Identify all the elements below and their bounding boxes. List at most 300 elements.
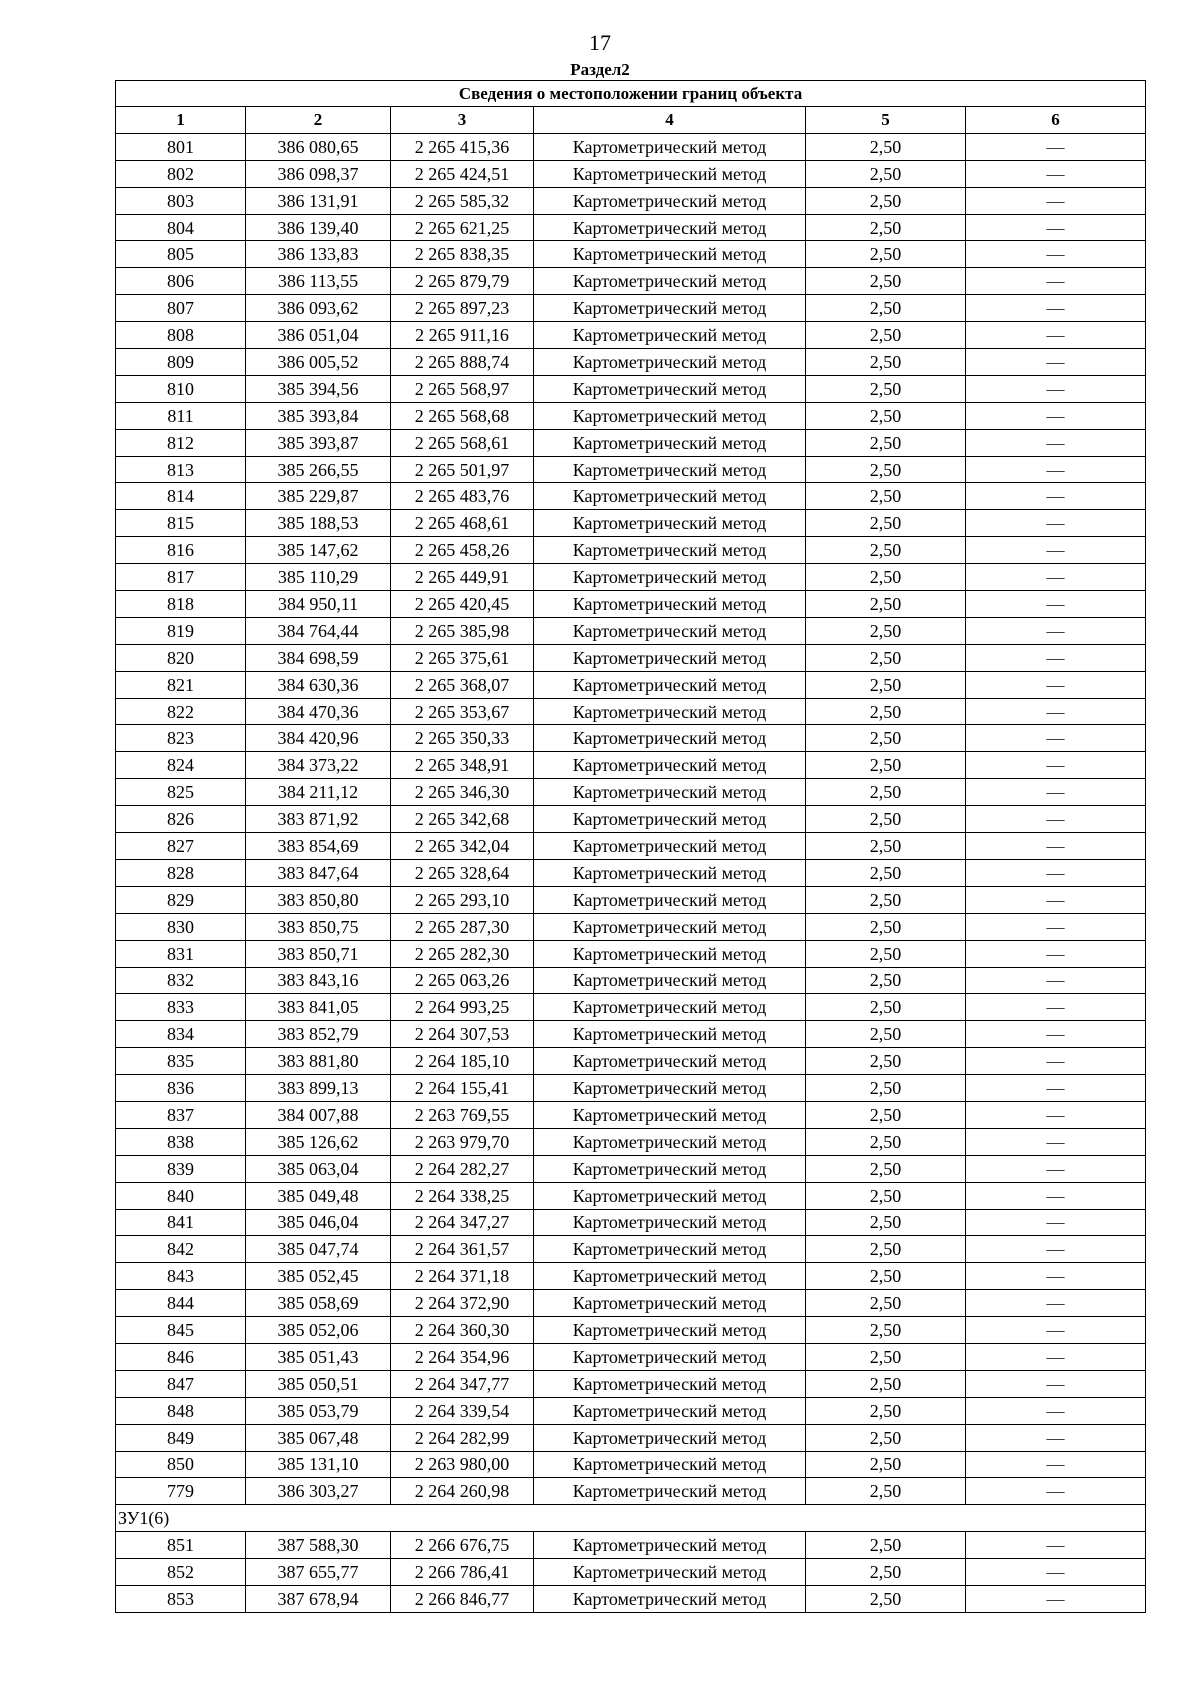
x-coordinate-cell: 383 850,75	[246, 913, 391, 940]
point-number-cell: 853	[116, 1585, 246, 1612]
note-cell: —	[966, 564, 1146, 591]
point-number-cell: 835	[116, 1048, 246, 1075]
point-number-cell: 830	[116, 913, 246, 940]
accuracy-cell: 2,50	[806, 779, 966, 806]
point-number-cell: 833	[116, 994, 246, 1021]
accuracy-cell: 2,50	[806, 268, 966, 295]
table-row	[116, 859, 1146, 886]
x-coordinate-cell: 385 393,84	[246, 402, 391, 429]
y-coordinate-cell: 2 264 354,96	[391, 1343, 534, 1370]
column-header-row	[116, 107, 1146, 134]
accuracy-cell: 2,50	[806, 402, 966, 429]
accuracy-cell: 2,50	[806, 241, 966, 268]
method-cell: Картометрический метод	[534, 1236, 806, 1263]
note-cell: —	[966, 1209, 1146, 1236]
point-number-cell: 804	[116, 214, 246, 241]
x-coordinate-cell: 387 588,30	[246, 1532, 391, 1559]
note-cell: —	[966, 1182, 1146, 1209]
y-coordinate-cell: 2 263 980,00	[391, 1451, 534, 1478]
note-cell: —	[966, 1451, 1146, 1478]
accuracy-cell: 2,50	[806, 1236, 966, 1263]
method-cell: Картометрический метод	[534, 1343, 806, 1370]
point-number-cell: 847	[116, 1370, 246, 1397]
point-number-cell: 834	[116, 1021, 246, 1048]
y-coordinate-cell: 2 263 769,55	[391, 1101, 534, 1128]
table-row	[116, 295, 1146, 322]
table-row	[116, 940, 1146, 967]
x-coordinate-cell: 385 188,53	[246, 510, 391, 537]
table-row	[116, 537, 1146, 564]
note-cell: —	[966, 349, 1146, 376]
y-coordinate-cell: 2 265 353,67	[391, 698, 534, 725]
method-cell: Картометрический метод	[534, 994, 806, 1021]
table-row	[116, 1263, 1146, 1290]
accuracy-cell: 2,50	[806, 349, 966, 376]
x-coordinate-cell: 385 058,69	[246, 1290, 391, 1317]
accuracy-cell: 2,50	[806, 967, 966, 994]
y-coordinate-cell: 2 265 282,30	[391, 940, 534, 967]
y-coordinate-cell: 2 264 347,77	[391, 1370, 534, 1397]
point-number-cell: 803	[116, 187, 246, 214]
note-cell: —	[966, 994, 1146, 1021]
method-cell: Картометрический метод	[534, 1559, 806, 1586]
x-coordinate-cell: 383 871,92	[246, 806, 391, 833]
point-number-cell: 850	[116, 1451, 246, 1478]
method-cell: Картометрический метод	[534, 1451, 806, 1478]
x-coordinate-cell: 384 007,88	[246, 1101, 391, 1128]
x-coordinate-cell: 383 899,13	[246, 1075, 391, 1102]
x-coordinate-cell: 386 139,40	[246, 214, 391, 241]
method-cell: Картометрический метод	[534, 886, 806, 913]
point-number-cell: 821	[116, 671, 246, 698]
accuracy-cell: 2,50	[806, 510, 966, 537]
table-row	[116, 1101, 1146, 1128]
group-label-row	[116, 1505, 1146, 1532]
note-cell: —	[966, 644, 1146, 671]
method-cell: Картометрический метод	[534, 268, 806, 295]
y-coordinate-cell: 2 264 993,25	[391, 994, 534, 1021]
method-cell: Картометрический метод	[534, 752, 806, 779]
method-cell: Картометрический метод	[534, 1290, 806, 1317]
x-coordinate-cell: 385 229,87	[246, 483, 391, 510]
note-cell: —	[966, 1048, 1146, 1075]
accuracy-cell: 2,50	[806, 1182, 966, 1209]
note-cell: —	[966, 375, 1146, 402]
accuracy-cell: 2,50	[806, 1290, 966, 1317]
point-number-cell: 812	[116, 429, 246, 456]
table-row	[116, 187, 1146, 214]
y-coordinate-cell: 2 265 424,51	[391, 160, 534, 187]
x-coordinate-cell: 384 211,12	[246, 779, 391, 806]
method-cell: Картометрический метод	[534, 1370, 806, 1397]
point-number-cell: 818	[116, 591, 246, 618]
x-coordinate-cell: 386 080,65	[246, 133, 391, 160]
y-coordinate-cell: 2 265 838,35	[391, 241, 534, 268]
table-row	[116, 644, 1146, 671]
x-coordinate-cell: 385 147,62	[246, 537, 391, 564]
y-coordinate-cell: 2 265 468,61	[391, 510, 534, 537]
accuracy-cell: 2,50	[806, 1209, 966, 1236]
note-cell: —	[966, 160, 1146, 187]
table-row	[116, 1343, 1146, 1370]
accuracy-cell: 2,50	[806, 1451, 966, 1478]
y-coordinate-cell: 2 265 568,61	[391, 429, 534, 456]
y-coordinate-cell: 2 265 348,91	[391, 752, 534, 779]
point-number-cell: 817	[116, 564, 246, 591]
table-row	[116, 1424, 1146, 1451]
point-number-cell: 823	[116, 725, 246, 752]
note-cell: —	[966, 483, 1146, 510]
accuracy-cell: 2,50	[806, 322, 966, 349]
note-cell: —	[966, 1128, 1146, 1155]
method-cell: Картометрический метод	[534, 295, 806, 322]
table-row	[116, 375, 1146, 402]
y-coordinate-cell: 2 266 676,75	[391, 1532, 534, 1559]
method-cell: Картометрический метод	[534, 375, 806, 402]
table-row	[116, 1236, 1146, 1263]
point-number-cell: 836	[116, 1075, 246, 1102]
point-number-cell: 822	[116, 698, 246, 725]
table-row	[116, 1021, 1146, 1048]
table-row	[116, 510, 1146, 537]
note-cell: —	[966, 187, 1146, 214]
table-row	[116, 1532, 1146, 1559]
x-coordinate-cell: 386 098,37	[246, 160, 391, 187]
x-coordinate-cell: 383 847,64	[246, 859, 391, 886]
y-coordinate-cell: 2 266 786,41	[391, 1559, 534, 1586]
method-cell: Картометрический метод	[534, 617, 806, 644]
method-cell: Картометрический метод	[534, 1397, 806, 1424]
accuracy-cell: 2,50	[806, 591, 966, 618]
point-number-cell: 779	[116, 1478, 246, 1505]
table-row	[116, 429, 1146, 456]
method-cell: Картометрический метод	[534, 833, 806, 860]
method-cell: Картометрический метод	[534, 725, 806, 752]
accuracy-cell: 2,50	[806, 456, 966, 483]
note-cell: —	[966, 1263, 1146, 1290]
accuracy-cell: 2,50	[806, 564, 966, 591]
accuracy-cell: 2,50	[806, 1532, 966, 1559]
method-cell: Картометрический метод	[534, 456, 806, 483]
method-cell: Картометрический метод	[534, 133, 806, 160]
accuracy-cell: 2,50	[806, 994, 966, 1021]
method-cell: Картометрический метод	[534, 322, 806, 349]
note-cell: —	[966, 1236, 1146, 1263]
point-number-cell: 815	[116, 510, 246, 537]
column-header: 3	[391, 107, 534, 134]
table-caption-row	[116, 81, 1146, 107]
column-header: 6	[966, 107, 1146, 134]
y-coordinate-cell: 2 264 260,98	[391, 1478, 534, 1505]
y-coordinate-cell: 2 265 888,74	[391, 349, 534, 376]
table-row	[116, 160, 1146, 187]
x-coordinate-cell: 385 047,74	[246, 1236, 391, 1263]
point-number-cell: 819	[116, 617, 246, 644]
method-cell: Картометрический метод	[534, 1317, 806, 1344]
note-cell: —	[966, 537, 1146, 564]
note-cell: —	[966, 1585, 1146, 1612]
point-number-cell: 838	[116, 1128, 246, 1155]
x-coordinate-cell: 384 630,36	[246, 671, 391, 698]
note-cell: —	[966, 698, 1146, 725]
x-coordinate-cell: 386 303,27	[246, 1478, 391, 1505]
column-header: 4	[534, 107, 806, 134]
note-cell: —	[966, 779, 1146, 806]
x-coordinate-cell: 385 131,10	[246, 1451, 391, 1478]
point-number-cell: 825	[116, 779, 246, 806]
table-row	[116, 349, 1146, 376]
table-row	[116, 1182, 1146, 1209]
y-coordinate-cell: 2 265 585,32	[391, 187, 534, 214]
table-row	[116, 1075, 1146, 1102]
group-label: ЗУ1(6)	[116, 1505, 1146, 1532]
method-cell: Картометрический метод	[534, 967, 806, 994]
point-number-cell: 809	[116, 349, 246, 376]
method-cell: Картометрический метод	[534, 698, 806, 725]
table-row	[116, 967, 1146, 994]
accuracy-cell: 2,50	[806, 913, 966, 940]
y-coordinate-cell: 2 264 307,53	[391, 1021, 534, 1048]
table-row	[116, 241, 1146, 268]
table-row	[116, 752, 1146, 779]
method-cell: Картометрический метод	[534, 1478, 806, 1505]
method-cell: Картометрический метод	[534, 241, 806, 268]
table-row	[116, 402, 1146, 429]
accuracy-cell: 2,50	[806, 1585, 966, 1612]
note-cell: —	[966, 1343, 1146, 1370]
point-number-cell: 844	[116, 1290, 246, 1317]
x-coordinate-cell: 385 266,55	[246, 456, 391, 483]
y-coordinate-cell: 2 264 155,41	[391, 1075, 534, 1102]
point-number-cell: 840	[116, 1182, 246, 1209]
method-cell: Картометрический метод	[534, 510, 806, 537]
x-coordinate-cell: 384 373,22	[246, 752, 391, 779]
y-coordinate-cell: 2 265 415,36	[391, 133, 534, 160]
table-row	[116, 1451, 1146, 1478]
x-coordinate-cell: 385 394,56	[246, 375, 391, 402]
y-coordinate-cell: 2 265 420,45	[391, 591, 534, 618]
method-cell: Картометрический метод	[534, 483, 806, 510]
note-cell: —	[966, 752, 1146, 779]
x-coordinate-cell: 384 420,96	[246, 725, 391, 752]
table-row	[116, 1585, 1146, 1612]
table-row	[116, 268, 1146, 295]
note-cell: —	[966, 1559, 1146, 1586]
table-row	[116, 671, 1146, 698]
point-number-cell: 846	[116, 1343, 246, 1370]
point-number-cell: 811	[116, 402, 246, 429]
table-row	[116, 1559, 1146, 1586]
accuracy-cell: 2,50	[806, 483, 966, 510]
method-cell: Картометрический метод	[534, 1532, 806, 1559]
method-cell: Картометрический метод	[534, 537, 806, 564]
x-coordinate-cell: 385 046,04	[246, 1209, 391, 1236]
x-coordinate-cell: 383 854,69	[246, 833, 391, 860]
y-coordinate-cell: 2 265 483,76	[391, 483, 534, 510]
point-number-cell: 808	[116, 322, 246, 349]
note-cell: —	[966, 1290, 1146, 1317]
x-coordinate-cell: 387 655,77	[246, 1559, 391, 1586]
method-cell: Картометрический метод	[534, 214, 806, 241]
column-header: 1	[116, 107, 246, 134]
accuracy-cell: 2,50	[806, 1048, 966, 1075]
x-coordinate-cell: 385 393,87	[246, 429, 391, 456]
accuracy-cell: 2,50	[806, 752, 966, 779]
method-cell: Картометрический метод	[534, 1075, 806, 1102]
x-coordinate-cell: 383 841,05	[246, 994, 391, 1021]
note-cell: —	[966, 1021, 1146, 1048]
point-number-cell: 831	[116, 940, 246, 967]
x-coordinate-cell: 385 126,62	[246, 1128, 391, 1155]
method-cell: Картометрический метод	[534, 671, 806, 698]
y-coordinate-cell: 2 264 185,10	[391, 1048, 534, 1075]
note-cell: —	[966, 295, 1146, 322]
note-cell: —	[966, 806, 1146, 833]
x-coordinate-cell: 385 049,48	[246, 1182, 391, 1209]
y-coordinate-cell: 2 265 063,26	[391, 967, 534, 994]
point-number-cell: 806	[116, 268, 246, 295]
point-number-cell: 837	[116, 1101, 246, 1128]
y-coordinate-cell: 2 264 372,90	[391, 1290, 534, 1317]
y-coordinate-cell: 2 266 846,77	[391, 1585, 534, 1612]
note-cell: —	[966, 268, 1146, 295]
point-number-cell: 820	[116, 644, 246, 671]
point-number-cell: 848	[116, 1397, 246, 1424]
note-cell: —	[966, 591, 1146, 618]
table-row	[116, 1478, 1146, 1505]
point-number-cell: 814	[116, 483, 246, 510]
accuracy-cell: 2,50	[806, 833, 966, 860]
method-cell: Картометрический метод	[534, 349, 806, 376]
x-coordinate-cell: 384 470,36	[246, 698, 391, 725]
accuracy-cell: 2,50	[806, 1021, 966, 1048]
accuracy-cell: 2,50	[806, 725, 966, 752]
note-cell: —	[966, 214, 1146, 241]
y-coordinate-cell: 2 265 350,33	[391, 725, 534, 752]
table-row	[116, 886, 1146, 913]
point-number-cell: 824	[116, 752, 246, 779]
point-number-cell: 845	[116, 1317, 246, 1344]
accuracy-cell: 2,50	[806, 698, 966, 725]
accuracy-cell: 2,50	[806, 644, 966, 671]
table-row	[116, 1290, 1146, 1317]
y-coordinate-cell: 2 265 293,10	[391, 886, 534, 913]
method-cell: Картометрический метод	[534, 591, 806, 618]
table-row	[116, 1397, 1146, 1424]
table-row	[116, 1155, 1146, 1182]
method-cell: Картометрический метод	[534, 1021, 806, 1048]
accuracy-cell: 2,50	[806, 160, 966, 187]
accuracy-cell: 2,50	[806, 1559, 966, 1586]
accuracy-cell: 2,50	[806, 1317, 966, 1344]
x-coordinate-cell: 385 063,04	[246, 1155, 391, 1182]
accuracy-cell: 2,50	[806, 671, 966, 698]
point-number-cell: 851	[116, 1532, 246, 1559]
method-cell: Картометрический метод	[534, 779, 806, 806]
accuracy-cell: 2,50	[806, 806, 966, 833]
table-row	[116, 456, 1146, 483]
x-coordinate-cell: 386 093,62	[246, 295, 391, 322]
note-cell: —	[966, 833, 1146, 860]
x-coordinate-cell: 383 843,16	[246, 967, 391, 994]
point-number-cell: 841	[116, 1209, 246, 1236]
note-cell: —	[966, 456, 1146, 483]
accuracy-cell: 2,50	[806, 617, 966, 644]
note-cell: —	[966, 1478, 1146, 1505]
x-coordinate-cell: 383 881,80	[246, 1048, 391, 1075]
point-number-cell: 810	[116, 375, 246, 402]
y-coordinate-cell: 2 265 568,97	[391, 375, 534, 402]
table-row	[116, 591, 1146, 618]
note-cell: —	[966, 510, 1146, 537]
method-cell: Картометрический метод	[534, 1182, 806, 1209]
point-number-cell: 842	[116, 1236, 246, 1263]
point-number-cell: 832	[116, 967, 246, 994]
note-cell: —	[966, 1155, 1146, 1182]
point-number-cell: 801	[116, 133, 246, 160]
accuracy-cell: 2,50	[806, 537, 966, 564]
accuracy-cell: 2,50	[806, 187, 966, 214]
method-cell: Картометрический метод	[534, 1585, 806, 1612]
y-coordinate-cell: 2 263 979,70	[391, 1128, 534, 1155]
x-coordinate-cell: 385 067,48	[246, 1424, 391, 1451]
x-coordinate-cell: 385 052,45	[246, 1263, 391, 1290]
point-number-cell: 807	[116, 295, 246, 322]
note-cell: —	[966, 1317, 1146, 1344]
note-cell: —	[966, 1075, 1146, 1102]
point-number-cell: 827	[116, 833, 246, 860]
x-coordinate-cell: 386 131,91	[246, 187, 391, 214]
method-cell: Картометрический метод	[534, 940, 806, 967]
method-cell: Картометрический метод	[534, 859, 806, 886]
point-number-cell: 813	[116, 456, 246, 483]
x-coordinate-cell: 384 950,11	[246, 591, 391, 618]
boundary-coordinates-table	[115, 80, 1146, 1613]
x-coordinate-cell: 386 133,83	[246, 241, 391, 268]
x-coordinate-cell: 385 052,06	[246, 1317, 391, 1344]
y-coordinate-cell: 2 264 361,57	[391, 1236, 534, 1263]
method-cell: Картометрический метод	[534, 1155, 806, 1182]
accuracy-cell: 2,50	[806, 214, 966, 241]
x-coordinate-cell: 383 852,79	[246, 1021, 391, 1048]
y-coordinate-cell: 2 265 346,30	[391, 779, 534, 806]
accuracy-cell: 2,50	[806, 1075, 966, 1102]
y-coordinate-cell: 2 265 328,64	[391, 859, 534, 886]
table-row	[116, 564, 1146, 591]
note-cell: —	[966, 429, 1146, 456]
table-row	[116, 779, 1146, 806]
x-coordinate-cell: 385 110,29	[246, 564, 391, 591]
point-number-cell: 805	[116, 241, 246, 268]
accuracy-cell: 2,50	[806, 295, 966, 322]
y-coordinate-cell: 2 265 375,61	[391, 644, 534, 671]
accuracy-cell: 2,50	[806, 1263, 966, 1290]
x-coordinate-cell: 383 850,80	[246, 886, 391, 913]
note-cell: —	[966, 1424, 1146, 1451]
table-row	[116, 994, 1146, 1021]
x-coordinate-cell: 385 051,43	[246, 1343, 391, 1370]
method-cell: Картометрический метод	[534, 187, 806, 214]
note-cell: —	[966, 725, 1146, 752]
note-cell: —	[966, 133, 1146, 160]
accuracy-cell: 2,50	[806, 429, 966, 456]
y-coordinate-cell: 2 265 911,16	[391, 322, 534, 349]
table-row	[116, 725, 1146, 752]
x-coordinate-cell: 385 053,79	[246, 1397, 391, 1424]
accuracy-cell: 2,50	[806, 886, 966, 913]
point-number-cell: 829	[116, 886, 246, 913]
x-coordinate-cell: 383 850,71	[246, 940, 391, 967]
